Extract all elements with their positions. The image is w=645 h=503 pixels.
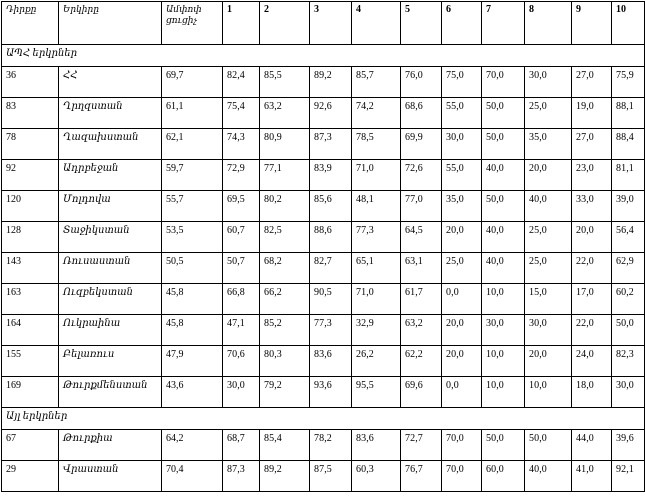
indicator-value-cell: 82,7 [310, 253, 352, 284]
rank-cell: 78 [2, 129, 59, 160]
indicator-value-cell: 72,9 [223, 160, 260, 191]
rank-cell: 164 [2, 315, 59, 346]
indicator-value-cell: 95,5 [352, 377, 401, 408]
indicator-value-cell: 70,0 [482, 67, 525, 98]
indicator-value-cell: 74,3 [223, 129, 260, 160]
indicator-value-cell: 56,4 [612, 222, 645, 253]
rank-cell: 128 [2, 222, 59, 253]
indicator-value-cell: 55,0 [442, 98, 482, 129]
indicator-value-cell: 63,2 [401, 315, 442, 346]
indicator-value-cell: 76,7 [401, 461, 442, 492]
country-cell: Տաջիկստան [59, 222, 162, 253]
country-cell: Ռուսաստան [59, 253, 162, 284]
indicator-value-cell: 33,0 [572, 191, 612, 222]
indicator-value-cell: 72,6 [401, 160, 442, 191]
total-score-cell: 69,7 [162, 67, 223, 98]
header-indicator: 4 [352, 2, 401, 45]
country-cell: Վրաստան [59, 461, 162, 492]
total-score-cell: 61,1 [162, 98, 223, 129]
total-score-cell: 70,4 [162, 461, 223, 492]
total-score-cell: 50,5 [162, 253, 223, 284]
economic-freedom-table [1, 1, 645, 492]
indicator-value-cell: 83,6 [352, 430, 401, 461]
total-score-cell: 62,1 [162, 129, 223, 160]
indicator-value-cell: 63,1 [401, 253, 442, 284]
indicator-value-cell: 93,6 [310, 377, 352, 408]
indicator-value-cell: 40,0 [482, 222, 525, 253]
indicator-value-cell: 74,2 [352, 98, 401, 129]
indicator-value-cell: 15,0 [525, 284, 572, 315]
rank-cell: 143 [2, 253, 59, 284]
indicator-value-cell: 20,0 [525, 160, 572, 191]
table-row [2, 160, 645, 191]
header-country: Երկիրը [59, 2, 162, 45]
country-cell: ՀՀ [59, 67, 162, 98]
indicator-value-cell: 39,6 [612, 430, 645, 461]
header-indicator: 8 [525, 2, 572, 45]
indicator-value-cell: 82,3 [612, 346, 645, 377]
rank-cell: 120 [2, 191, 59, 222]
country-cell: Ադրբեջան [59, 160, 162, 191]
indicator-value-cell: 17,0 [572, 284, 612, 315]
indicator-value-cell: 48,1 [352, 191, 401, 222]
total-score-cell: 53,5 [162, 222, 223, 253]
total-score-cell: 43,6 [162, 377, 223, 408]
indicator-value-cell: 40,0 [482, 253, 525, 284]
indicator-value-cell: 18,0 [572, 377, 612, 408]
indicator-value-cell: 47,1 [223, 315, 260, 346]
indicator-value-cell: 80,2 [260, 191, 310, 222]
indicator-value-cell: 71,0 [352, 160, 401, 191]
indicator-value-cell: 85,4 [260, 430, 310, 461]
header-indicator: 7 [482, 2, 525, 45]
section-title: ԱՊՀ երկրներ [2, 45, 645, 67]
indicator-value-cell: 68,2 [260, 253, 310, 284]
indicator-value-cell: 66,8 [223, 284, 260, 315]
indicator-value-cell: 68,6 [401, 98, 442, 129]
indicator-value-cell: 60,0 [482, 461, 525, 492]
indicator-value-cell: 87,3 [223, 461, 260, 492]
indicator-value-cell: 76,0 [401, 67, 442, 98]
indicator-value-cell: 10,0 [482, 284, 525, 315]
indicator-value-cell: 66,2 [260, 284, 310, 315]
table-row [2, 98, 645, 129]
indicator-value-cell: 69,5 [223, 191, 260, 222]
country-cell: Ուզբեկստան [59, 284, 162, 315]
indicator-value-cell: 20,0 [442, 346, 482, 377]
indicator-value-cell: 77,3 [310, 315, 352, 346]
indicator-value-cell: 75,0 [442, 67, 482, 98]
rank-cell: 67 [2, 430, 59, 461]
indicator-value-cell: 60,3 [352, 461, 401, 492]
table-row [2, 129, 645, 160]
section-title: Այլ երկրներ [2, 408, 645, 430]
country-cell: Թուրքմենստան [59, 377, 162, 408]
indicator-value-cell: 30,0 [525, 315, 572, 346]
header-indicator: 9 [572, 2, 612, 45]
indicator-value-cell: 19,0 [572, 98, 612, 129]
indicator-value-cell: 41,0 [572, 461, 612, 492]
indicator-value-cell: 89,2 [260, 461, 310, 492]
indicator-value-cell: 10,0 [525, 377, 572, 408]
indicator-value-cell: 50,7 [223, 253, 260, 284]
country-cell: Մոլդովա [59, 191, 162, 222]
indicator-value-cell: 30,0 [612, 377, 645, 408]
table-row [2, 377, 645, 408]
indicator-value-cell: 27,0 [572, 67, 612, 98]
indicator-value-cell: 30,0 [442, 129, 482, 160]
table-row [2, 461, 645, 492]
indicator-value-cell: 90,5 [310, 284, 352, 315]
indicator-value-cell: 68,7 [223, 430, 260, 461]
header-indicator: 6 [442, 2, 482, 45]
indicator-value-cell: 20,0 [525, 346, 572, 377]
indicator-value-cell: 39,0 [612, 191, 645, 222]
table-row [2, 346, 645, 377]
indicator-value-cell: 64,5 [401, 222, 442, 253]
indicator-value-cell: 65,1 [352, 253, 401, 284]
indicator-value-cell: 35,0 [442, 191, 482, 222]
indicator-value-cell: 78,5 [352, 129, 401, 160]
indicator-value-cell: 22,0 [572, 253, 612, 284]
section-row [2, 408, 645, 430]
rank-cell: 163 [2, 284, 59, 315]
indicator-value-cell: 72,7 [401, 430, 442, 461]
indicator-value-cell: 70,0 [442, 461, 482, 492]
total-score-cell: 45,8 [162, 315, 223, 346]
indicator-value-cell: 62,9 [612, 253, 645, 284]
rank-cell: 36 [2, 67, 59, 98]
indicator-value-cell: 75,4 [223, 98, 260, 129]
indicator-value-cell: 80,9 [260, 129, 310, 160]
header-rank: Դիրքը [2, 2, 59, 45]
indicator-value-cell: 89,2 [310, 67, 352, 98]
country-cell: Ղրղզստան [59, 98, 162, 129]
rank-cell: 29 [2, 461, 59, 492]
indicator-value-cell: 50,0 [482, 430, 525, 461]
indicator-value-cell: 50,0 [482, 98, 525, 129]
indicator-value-cell: 78,2 [310, 430, 352, 461]
indicator-value-cell: 61,7 [401, 284, 442, 315]
indicator-value-cell: 87,5 [310, 461, 352, 492]
header-indicator: 5 [401, 2, 442, 45]
total-score-cell: 64,2 [162, 430, 223, 461]
indicator-value-cell: 0,0 [442, 377, 482, 408]
header-total: Ամփոփ ցուցիչ [162, 2, 223, 45]
rank-cell: 155 [2, 346, 59, 377]
indicator-value-cell: 30,0 [223, 377, 260, 408]
indicator-value-cell: 30,0 [482, 315, 525, 346]
indicator-value-cell: 80,3 [260, 346, 310, 377]
indicator-value-cell: 25,0 [442, 253, 482, 284]
table-row [2, 315, 645, 346]
indicator-value-cell: 85,7 [352, 67, 401, 98]
total-score-cell: 59,7 [162, 160, 223, 191]
indicator-value-cell: 85,6 [310, 191, 352, 222]
indicator-value-cell: 50,0 [612, 315, 645, 346]
indicator-value-cell: 69,9 [401, 129, 442, 160]
indicator-value-cell: 35,0 [525, 129, 572, 160]
indicator-value-cell: 40,0 [525, 461, 572, 492]
indicator-value-cell: 44,0 [572, 430, 612, 461]
indicator-value-cell: 75,9 [612, 67, 645, 98]
indicator-value-cell: 82,5 [260, 222, 310, 253]
indicator-value-cell: 85,2 [260, 315, 310, 346]
table-row [2, 430, 645, 461]
indicator-value-cell: 71,0 [352, 284, 401, 315]
country-cell: Ղազախստան [59, 129, 162, 160]
country-cell: Ուկրաինա [59, 315, 162, 346]
indicator-value-cell: 83,6 [310, 346, 352, 377]
table-header-row [2, 2, 645, 45]
indicator-value-cell: 87,3 [310, 129, 352, 160]
indicator-value-cell: 92,1 [612, 461, 645, 492]
indicator-value-cell: 20,0 [572, 222, 612, 253]
indicator-value-cell: 27,0 [572, 129, 612, 160]
indicator-value-cell: 20,0 [442, 315, 482, 346]
table-row [2, 191, 645, 222]
total-score-cell: 55,7 [162, 191, 223, 222]
indicator-value-cell: 88,6 [310, 222, 352, 253]
indicator-value-cell: 92,6 [310, 98, 352, 129]
indicator-value-cell: 77,0 [401, 191, 442, 222]
indicator-value-cell: 83,9 [310, 160, 352, 191]
indicator-value-cell: 70,0 [442, 430, 482, 461]
indicator-value-cell: 62,2 [401, 346, 442, 377]
indicator-value-cell: 79,2 [260, 377, 310, 408]
indicator-value-cell: 69,6 [401, 377, 442, 408]
total-score-cell: 45,8 [162, 284, 223, 315]
indicator-value-cell: 85,5 [260, 67, 310, 98]
indicator-value-cell: 82,4 [223, 67, 260, 98]
indicator-value-cell: 20,0 [442, 222, 482, 253]
indicator-value-cell: 23,0 [572, 160, 612, 191]
table-row [2, 67, 645, 98]
indicator-value-cell: 70,6 [223, 346, 260, 377]
country-cell: Թուրքիա [59, 430, 162, 461]
indicator-value-cell: 50,0 [525, 430, 572, 461]
rank-cell: 169 [2, 377, 59, 408]
indicator-value-cell: 77,1 [260, 160, 310, 191]
indicator-value-cell: 88,1 [612, 98, 645, 129]
indicator-value-cell: 32,9 [352, 315, 401, 346]
indicator-value-cell: 24,0 [572, 346, 612, 377]
rank-cell: 83 [2, 98, 59, 129]
header-indicator: 3 [310, 2, 352, 45]
rank-cell: 92 [2, 160, 59, 191]
header-indicator: 1 [223, 2, 260, 45]
indicator-value-cell: 40,0 [482, 160, 525, 191]
indicator-value-cell: 60,2 [612, 284, 645, 315]
indicator-value-cell: 77,3 [352, 222, 401, 253]
indicator-value-cell: 63,2 [260, 98, 310, 129]
section-row [2, 45, 645, 67]
table-row [2, 284, 645, 315]
table-row [2, 222, 645, 253]
indicator-value-cell: 88,4 [612, 129, 645, 160]
indicator-value-cell: 40,0 [525, 191, 572, 222]
indicator-value-cell: 10,0 [482, 346, 525, 377]
indicator-value-cell: 50,0 [482, 129, 525, 160]
country-cell: Բելառուս [59, 346, 162, 377]
indicator-value-cell: 81,1 [612, 160, 645, 191]
total-score-cell: 47,9 [162, 346, 223, 377]
header-indicator: 10 [612, 2, 645, 45]
indicator-value-cell: 25,0 [525, 222, 572, 253]
table-row [2, 253, 645, 284]
indicator-value-cell: 26,2 [352, 346, 401, 377]
indicator-value-cell: 60,7 [223, 222, 260, 253]
header-indicator: 2 [260, 2, 310, 45]
indicator-value-cell: 25,0 [525, 253, 572, 284]
indicator-value-cell: 0,0 [442, 284, 482, 315]
indicator-value-cell: 10,0 [482, 377, 525, 408]
indicator-value-cell: 25,0 [525, 98, 572, 129]
indicator-value-cell: 30,0 [525, 67, 572, 98]
indicator-value-cell: 22,0 [572, 315, 612, 346]
indicator-value-cell: 50,0 [482, 191, 525, 222]
indicator-value-cell: 55,0 [442, 160, 482, 191]
